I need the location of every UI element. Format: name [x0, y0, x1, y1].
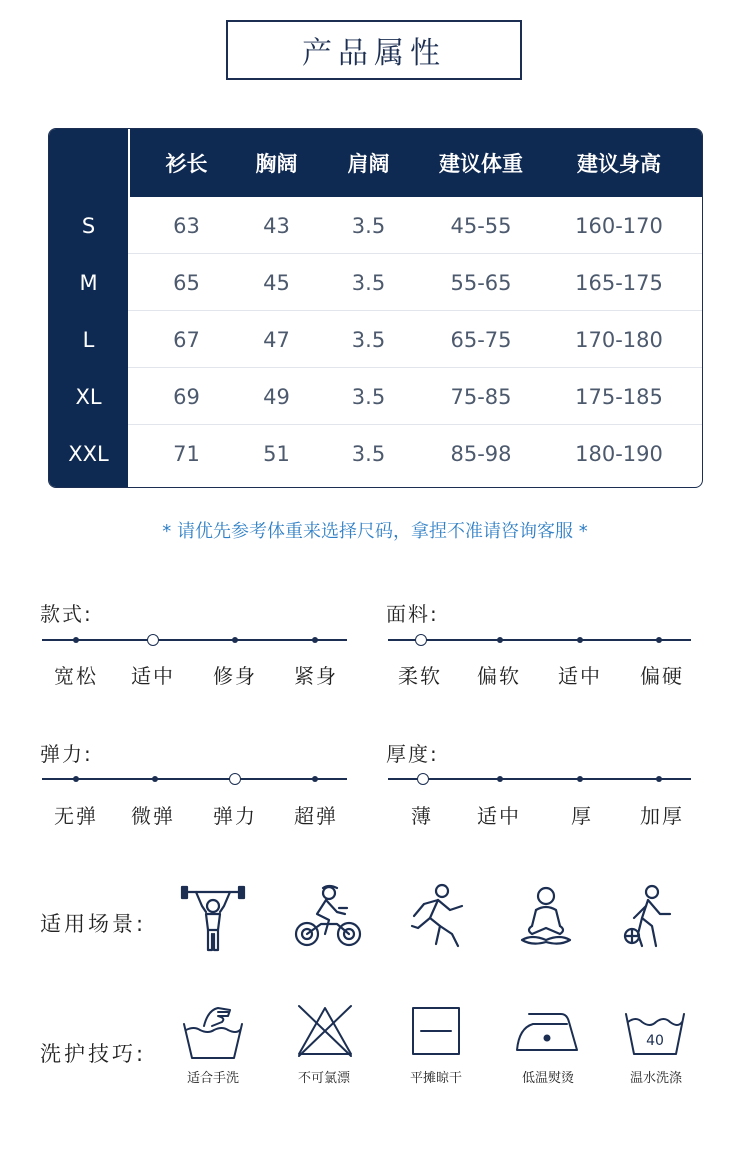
size-label: XL [75, 384, 102, 409]
no-bleach-icon [295, 1004, 355, 1058]
fit-option: 宽松 [54, 664, 98, 688]
cell: 65-75 [450, 327, 512, 352]
cycling-icon [293, 884, 363, 950]
cell: 71 [173, 441, 200, 466]
header-length: 衫长 [165, 152, 208, 176]
elasticity-selected-marker [229, 773, 241, 785]
meditation-icon [518, 884, 574, 950]
wash-temperature: 40 [646, 1033, 664, 1049]
elasticity-option: 弹力 [213, 804, 257, 828]
thickness-label: 厚度: [386, 742, 439, 766]
cell: 69 [173, 384, 200, 409]
elasticity-scale [42, 778, 347, 780]
table-row [49, 368, 702, 425]
thickness-option: 薄 [411, 804, 433, 828]
cell: 49 [263, 384, 290, 409]
elasticity-option: 微弹 [131, 804, 175, 828]
cell: 45 [263, 270, 290, 295]
fit-option: 紧身 [294, 664, 338, 688]
cell: 47 [263, 327, 290, 352]
care-hand-wash-text: 适合手洗 [186, 1071, 239, 1086]
wash-40-icon [624, 1010, 686, 1058]
cell: 170-180 [575, 327, 663, 352]
elasticity-option: 无弹 [54, 804, 98, 828]
fabric-option: 柔软 [398, 664, 442, 688]
cell: 3.5 [351, 213, 386, 238]
fabric-selected-marker [415, 634, 427, 646]
cell: 67 [173, 327, 200, 352]
running-icon [408, 882, 468, 952]
table-row [49, 425, 702, 482]
care-no-bleach-text: 不可氯漂 [297, 1071, 350, 1086]
fabric-scale [388, 639, 691, 641]
fit-scale [42, 639, 347, 641]
care-warm-wash-text: 温水洗涤 [629, 1071, 682, 1086]
fit-option: 适中 [131, 664, 175, 688]
fabric-option: 偏硬 [640, 664, 684, 688]
fabric-option: 偏软 [477, 664, 521, 688]
size-label: L [82, 327, 95, 352]
thickness-selected-marker [417, 773, 429, 785]
size-label: XXL [68, 441, 109, 466]
table-row [49, 311, 702, 368]
header-shoulder: 肩阔 [347, 152, 390, 176]
thickness-option: 适中 [477, 804, 521, 828]
header-chest: 胸阔 [255, 152, 298, 176]
table-row [49, 197, 702, 254]
cell: 85-98 [450, 441, 512, 466]
care-label: 洗护技巧: [40, 1042, 147, 1066]
cell: 65 [173, 270, 200, 295]
cell: 160-170 [575, 213, 663, 238]
page-title: 产品属性 [226, 20, 522, 80]
cell: 45-55 [450, 213, 512, 238]
fit-selected-marker [147, 634, 159, 646]
size-table [48, 128, 703, 488]
size-label: S [81, 213, 96, 238]
low-iron-icon [515, 1008, 579, 1054]
fit-label: 款式: [40, 602, 93, 626]
scenes-label: 适用场景: [40, 912, 147, 936]
fabric-option: 适中 [558, 664, 602, 688]
cell: 75-85 [450, 384, 512, 409]
cell: 51 [263, 441, 290, 466]
cell: 43 [263, 213, 290, 238]
thickness-scale [388, 778, 691, 780]
care-low-iron-text: 低温熨烫 [521, 1071, 574, 1086]
cell: 165-175 [575, 270, 663, 295]
weightlifting-icon [180, 884, 246, 954]
hand-wash-icon [182, 1004, 244, 1062]
basketball-icon [622, 884, 680, 952]
fit-option: 修身 [213, 664, 257, 688]
flat-dry-icon [411, 1006, 461, 1056]
care-flat-dry-text: 平摊晾干 [409, 1071, 462, 1086]
cell: 63 [173, 213, 200, 238]
fabric-label: 面料: [386, 602, 439, 626]
header-height: 建议身高 [577, 152, 661, 176]
cell: 175-185 [575, 384, 663, 409]
elasticity-label: 弹力: [40, 742, 93, 766]
cell: 180-190 [575, 441, 663, 466]
thickness-option: 厚 [571, 804, 593, 828]
cell: 3.5 [351, 270, 386, 295]
cell: 3.5 [351, 441, 386, 466]
cell: 55-65 [450, 270, 512, 295]
cell: 3.5 [351, 384, 386, 409]
elasticity-option: 超弹 [294, 804, 338, 828]
header-weight: 建议体重 [439, 152, 523, 176]
size-label: M [79, 270, 98, 295]
size-advice-note: * 请优先参考体重来选择尺码，拿捏不准请咨询客服 * [162, 521, 588, 542]
table-row [49, 254, 702, 311]
cell: 3.5 [351, 327, 386, 352]
thickness-option: 加厚 [640, 804, 684, 828]
